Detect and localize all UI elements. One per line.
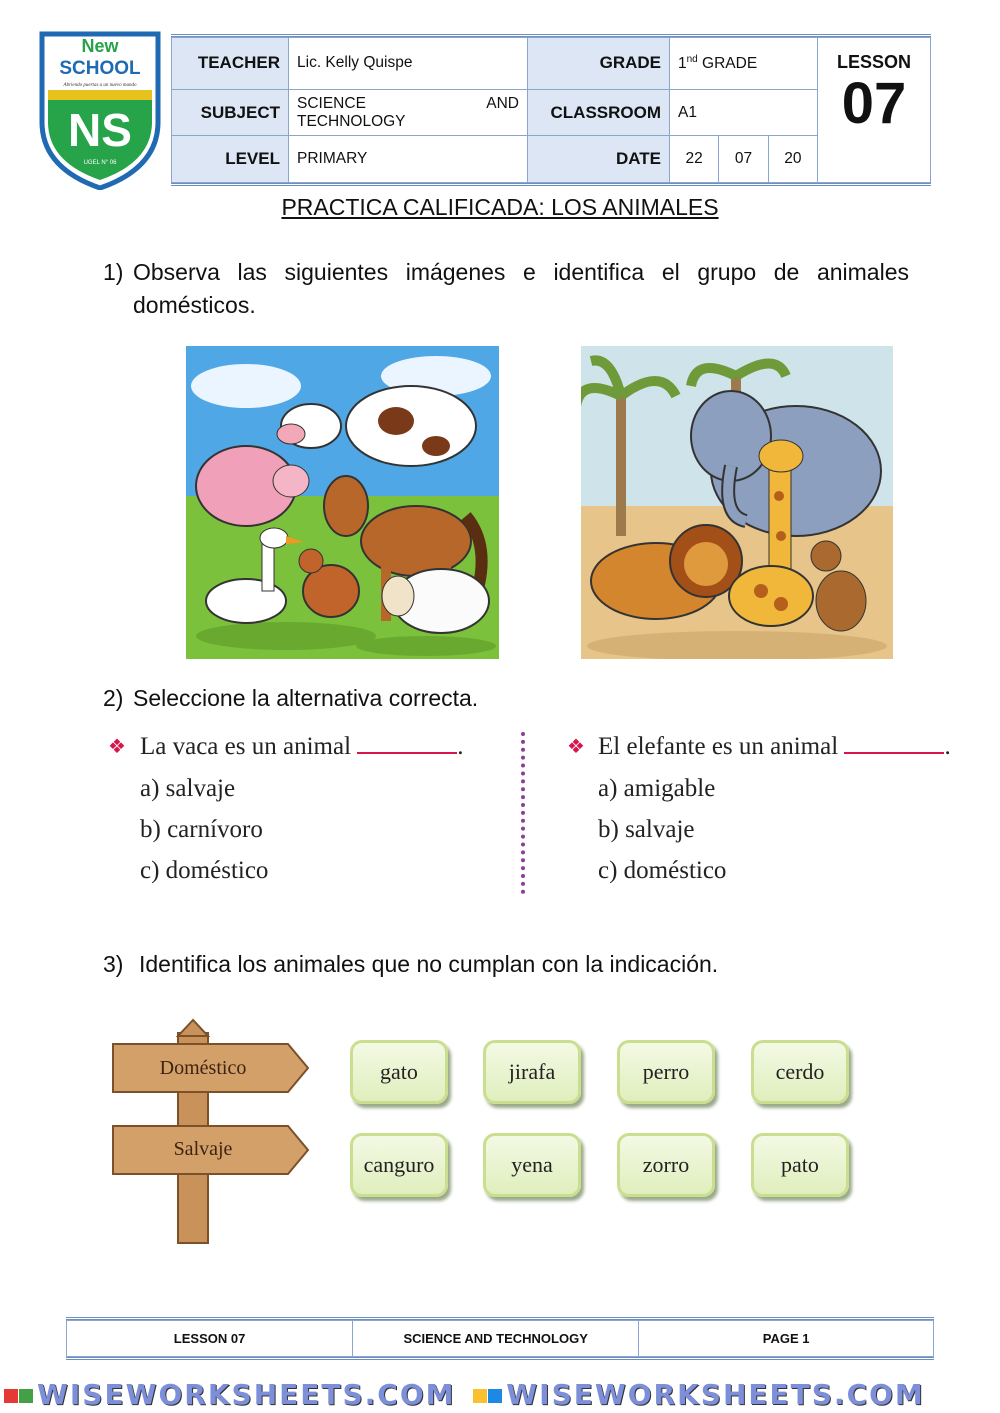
tag-yena[interactable]: yena — [483, 1133, 581, 1197]
q2-right-option-c[interactable]: c) doméstico — [598, 857, 727, 884]
classroom-label: CLASSROOM — [528, 89, 670, 136]
sign-domestic: Doméstico — [159, 1057, 247, 1079]
tag-jirafa[interactable]: jirafa — [483, 1040, 581, 1104]
date-day: 22 — [670, 136, 719, 183]
q2-left-option-b[interactable]: b) carnívoro — [140, 816, 263, 843]
watermark-text-2: WISEWORKSHEETS.COM — [506, 1378, 925, 1410]
page-footer — [66, 1317, 934, 1360]
date-year: 20 — [768, 136, 817, 183]
tag-canguro[interactable]: canguro — [350, 1133, 448, 1197]
lesson-cell — [818, 38, 931, 183]
classroom-value: A1 — [670, 89, 818, 136]
page-title: PRACTICA CALIFICADA: LOS ANIMALES — [281, 194, 719, 220]
farm-animals-image — [186, 346, 499, 659]
logo-ugel: UGEL N° 06 — [83, 160, 117, 166]
footer-lesson: LESSON 07 — [67, 1321, 353, 1357]
tag-cerdo[interactable]: cerdo — [751, 1040, 849, 1104]
subject-label: SUBJECT — [172, 89, 289, 136]
tag-gato[interactable]: gato — [350, 1040, 448, 1104]
watermark-text-1: WISEWORKSHEETS.COM — [37, 1378, 456, 1410]
q1-text-line1: Observa las siguientes imágenes e identifica el grupo de animales — [133, 259, 909, 285]
date-month: 07 — [719, 136, 768, 183]
column-separator — [521, 732, 525, 894]
q3-text: Identifica los animales que no cumplan con la indicación. — [139, 951, 719, 977]
logo-tagline: Abriendo puertas a un nuevo mundo — [63, 83, 137, 88]
q2-right-option-b[interactable]: b) salvaje — [598, 816, 695, 843]
wild-animals-image — [581, 346, 893, 659]
logo-initials: NS — [68, 104, 132, 156]
q1-text-line2: domésticos. — [133, 292, 256, 318]
q2-number: 2) — [103, 685, 124, 711]
q2-left-stem: La vaca es un animal . — [140, 733, 464, 760]
q2-right-option-a[interactable]: a) amigable — [598, 775, 716, 802]
diamond-bullet-icon: ❖ — [567, 736, 585, 758]
logo-brand-top: New — [81, 36, 119, 56]
q2-left-option-c[interactable]: c) doméstico — [140, 857, 269, 884]
date-label: DATE — [528, 136, 670, 183]
grade-label: GRADE — [528, 38, 670, 90]
header-table — [171, 34, 931, 186]
level-label: LEVEL — [172, 136, 289, 183]
q3-number: 3) — [103, 951, 124, 977]
tag-zorro[interactable]: zorro — [617, 1133, 715, 1197]
teacher-value: Lic. Kelly Quispe — [289, 38, 528, 90]
tag-pato[interactable]: pato — [751, 1133, 849, 1197]
q1-number: 1) — [103, 259, 124, 285]
watermark — [0, 1378, 1000, 1410]
subject-value: SCIENCE AND TECHNOLOGY — [289, 89, 528, 136]
teacher-label: TEACHER — [172, 38, 289, 90]
lesson-number: 07 — [841, 71, 907, 136]
q2-text: Seleccione la alternativa correcta. — [133, 685, 479, 711]
grade-value: 1nd GRADE — [670, 38, 818, 90]
level-value: PRIMARY — [289, 136, 528, 183]
signpost — [110, 1018, 310, 1244]
q2-right-stem: El elefante es un animal . — [598, 733, 951, 760]
diamond-bullet-icon: ❖ — [108, 736, 126, 758]
lesson-label: LESSON — [836, 52, 911, 72]
sign-wild: Salvaje — [173, 1138, 233, 1160]
logo-brand-bottom: SCHOOL — [59, 58, 141, 79]
tag-perro[interactable]: perro — [617, 1040, 715, 1104]
q2-left-option-a[interactable]: a) salvaje — [140, 775, 236, 802]
footer-subject: SCIENCE AND TECHNOLOGY — [353, 1321, 639, 1357]
school-logo — [38, 30, 162, 190]
footer-page: PAGE 1 — [639, 1321, 934, 1357]
